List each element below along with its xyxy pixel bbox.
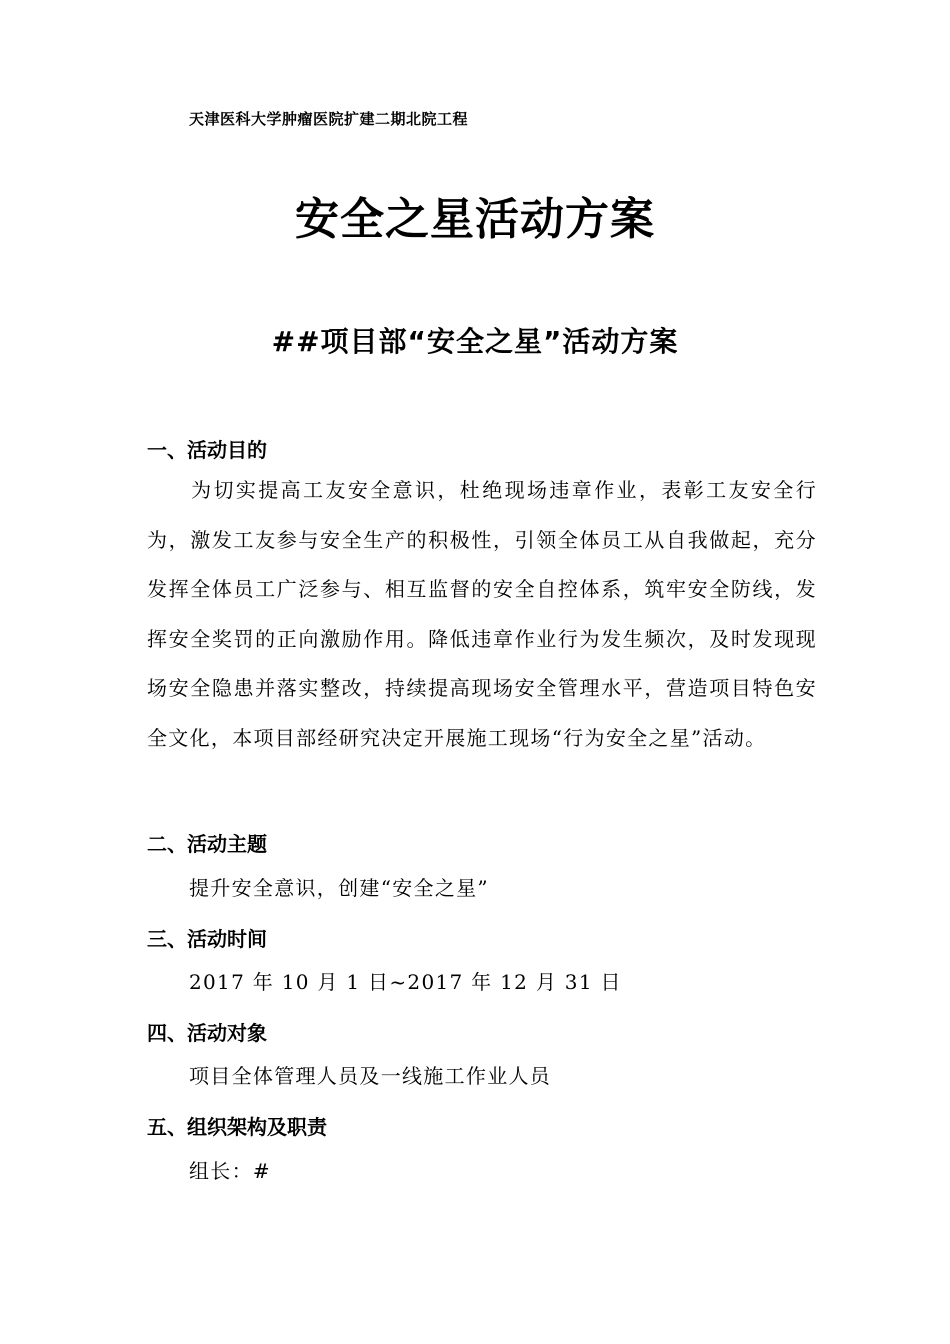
section-heading-time: 三、活动时间 (147, 927, 267, 951)
section-heading-target: 四、活动对象 (147, 1021, 267, 1045)
document-title: 安全之星活动方案 (295, 194, 655, 245)
section-body-target: 项目全体管理人员及一线施工作业人员 (189, 1064, 552, 1088)
section-heading-organization: 五、组织架构及职责 (147, 1115, 327, 1139)
project-header: 天津医科大学肿瘤医院扩建二期北院工程 (189, 110, 469, 128)
document-subtitle: ##项目部“安全之星”活动方案 (271, 325, 679, 358)
section-body-theme: 提升安全意识，创建“安全之星” (189, 876, 489, 900)
section-body-organization: 组长：# (189, 1159, 271, 1183)
section-heading-purpose: 一、活动目的 (147, 438, 267, 462)
section-body-purpose-text: 为切实提高工友安全意识，杜绝现场违章作业，表彰工友安全行为，激发工友参与安全生产的积极性，引领全体员工从自我做起，充分发挥全体员工广泛参与、相互监督的安全自控体系，筑牢安全防线，发挥安全奖罚的正向激励作用。降低违章作业行为发生频次，及时发现现场安全隐患并落实整改，持续提高现场安全管理水平，营造项目特色安全文化，本项目部经研究决定开展施工现场“行为安全之星”活动。 (147, 478, 817, 750)
section-body-time: 2017 年 10 月 1 日~2017 年 12 月 31 日 (189, 970, 622, 994)
section-heading-theme: 二、活动主题 (147, 832, 267, 856)
section-body-purpose (147, 466, 817, 763)
